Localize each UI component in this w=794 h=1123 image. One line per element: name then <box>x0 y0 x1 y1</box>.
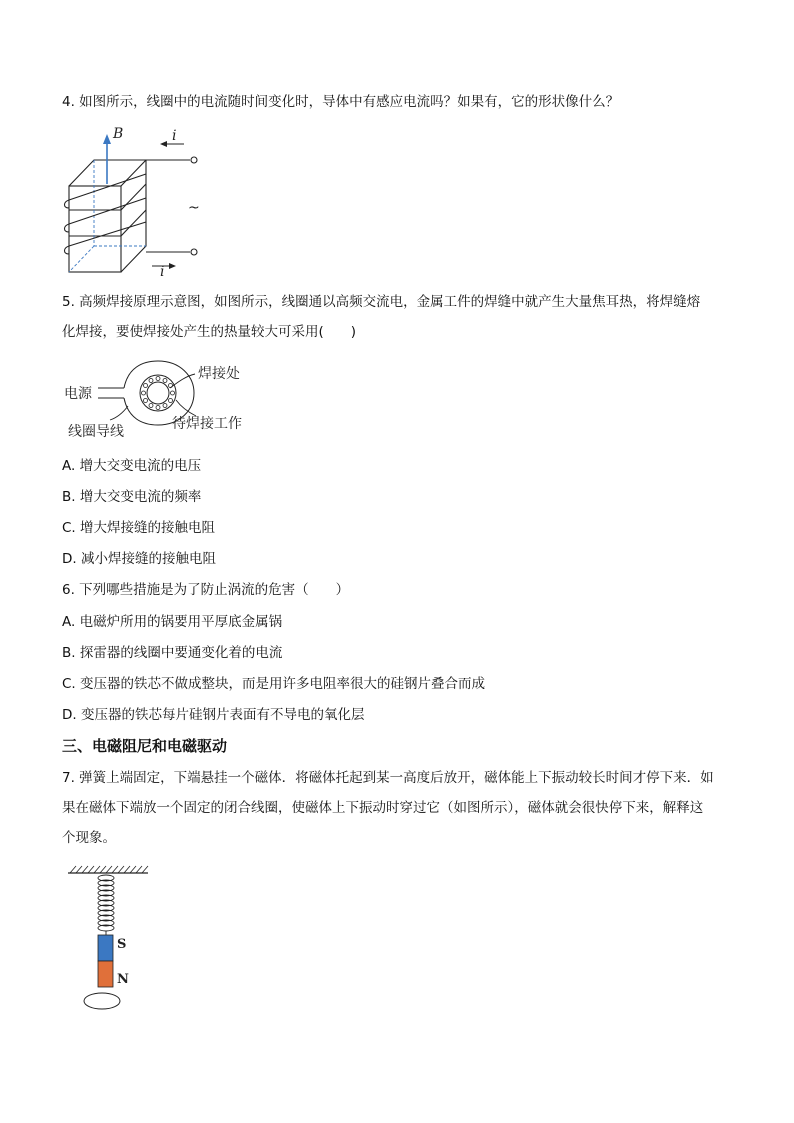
label-coil-wire: 线圈导线 <box>68 424 124 440</box>
q4-figure-coil-block <box>60 124 220 279</box>
label-i-bottom: i <box>160 264 165 280</box>
label-workpiece: 待焊接工作 <box>172 416 242 432</box>
q6-option-c: C. 变压器的铁芯不做成整块，而是用许多电阻率很大的硅钢片叠合而成 <box>62 676 486 692</box>
q5-text-line1: 5. 高频焊接原理示意图，如图所示，线圈通以高频交流电，金属工件的焊缝中就产生大量焦耳热，将焊缝熔 <box>62 294 701 310</box>
q6-option-b: B. 探雷器的线圈中要通变化着的电流 <box>62 645 283 661</box>
q5-figure-welding <box>62 358 272 442</box>
magnet-n-pole <box>98 961 113 987</box>
q5-option-c: C. 增大焊接缝的接触电阻 <box>62 520 216 536</box>
q7-text-line2: 果在磁体下端放一个固定的闭合线圈，使磁体上下振动时穿过它（如图所示），磁体就会很快停下来，解释这 <box>62 800 704 816</box>
q7-text-line1: 7. 弹簧上端固定，下端悬挂一个磁体．将磁体托起到某一高度后放开，磁体能上下振动较长时间才停下来．如 <box>62 770 714 786</box>
closed-coil-ring <box>84 993 120 1009</box>
q4-text: 4. 如图所示，线圈中的电流随时间变化时，导体中有感应电流吗？如果有，它的形状像什么？ <box>62 94 620 110</box>
label-ac-symbol: ~ <box>188 200 200 216</box>
q5-option-d: D. 减小焊接缝的接触电阻 <box>62 551 216 567</box>
label-n: N <box>117 972 129 987</box>
section-3-title: 三、电磁阻尼和电磁驱动 <box>62 737 228 755</box>
spring-icon <box>98 875 114 935</box>
ceiling-hatch-icon <box>70 866 148 873</box>
label-i-top: i <box>172 128 177 144</box>
q7-text-line3: 个现象。 <box>62 830 116 846</box>
q6-option-a: A. 电磁炉所用的锅要用平厚底金属锅 <box>62 614 283 630</box>
q6-text: 6. 下列哪些措施是为了防止涡流的危害（ ） <box>62 582 350 598</box>
label-weld-point: 焊接处 <box>198 366 240 382</box>
q5-option-a: A. 增大交变电流的电压 <box>62 458 202 474</box>
magnet-s-pole <box>98 935 113 961</box>
label-b: B <box>113 126 124 142</box>
q5-text-line2: 化焊接，要使焊接处产生的热量较大可采用( ) <box>62 324 357 340</box>
magnetic-field-arrow-icon <box>103 134 111 184</box>
q5-option-b: B. 增大交变电流的频率 <box>62 489 202 505</box>
q6-option-d: D. 变压器的铁芯每片硅钢片表面有不导电的氧化层 <box>62 707 365 723</box>
label-s: S <box>117 937 127 952</box>
q7-figure-spring-magnet <box>64 864 154 1014</box>
label-power-source: 电源 <box>64 386 92 402</box>
